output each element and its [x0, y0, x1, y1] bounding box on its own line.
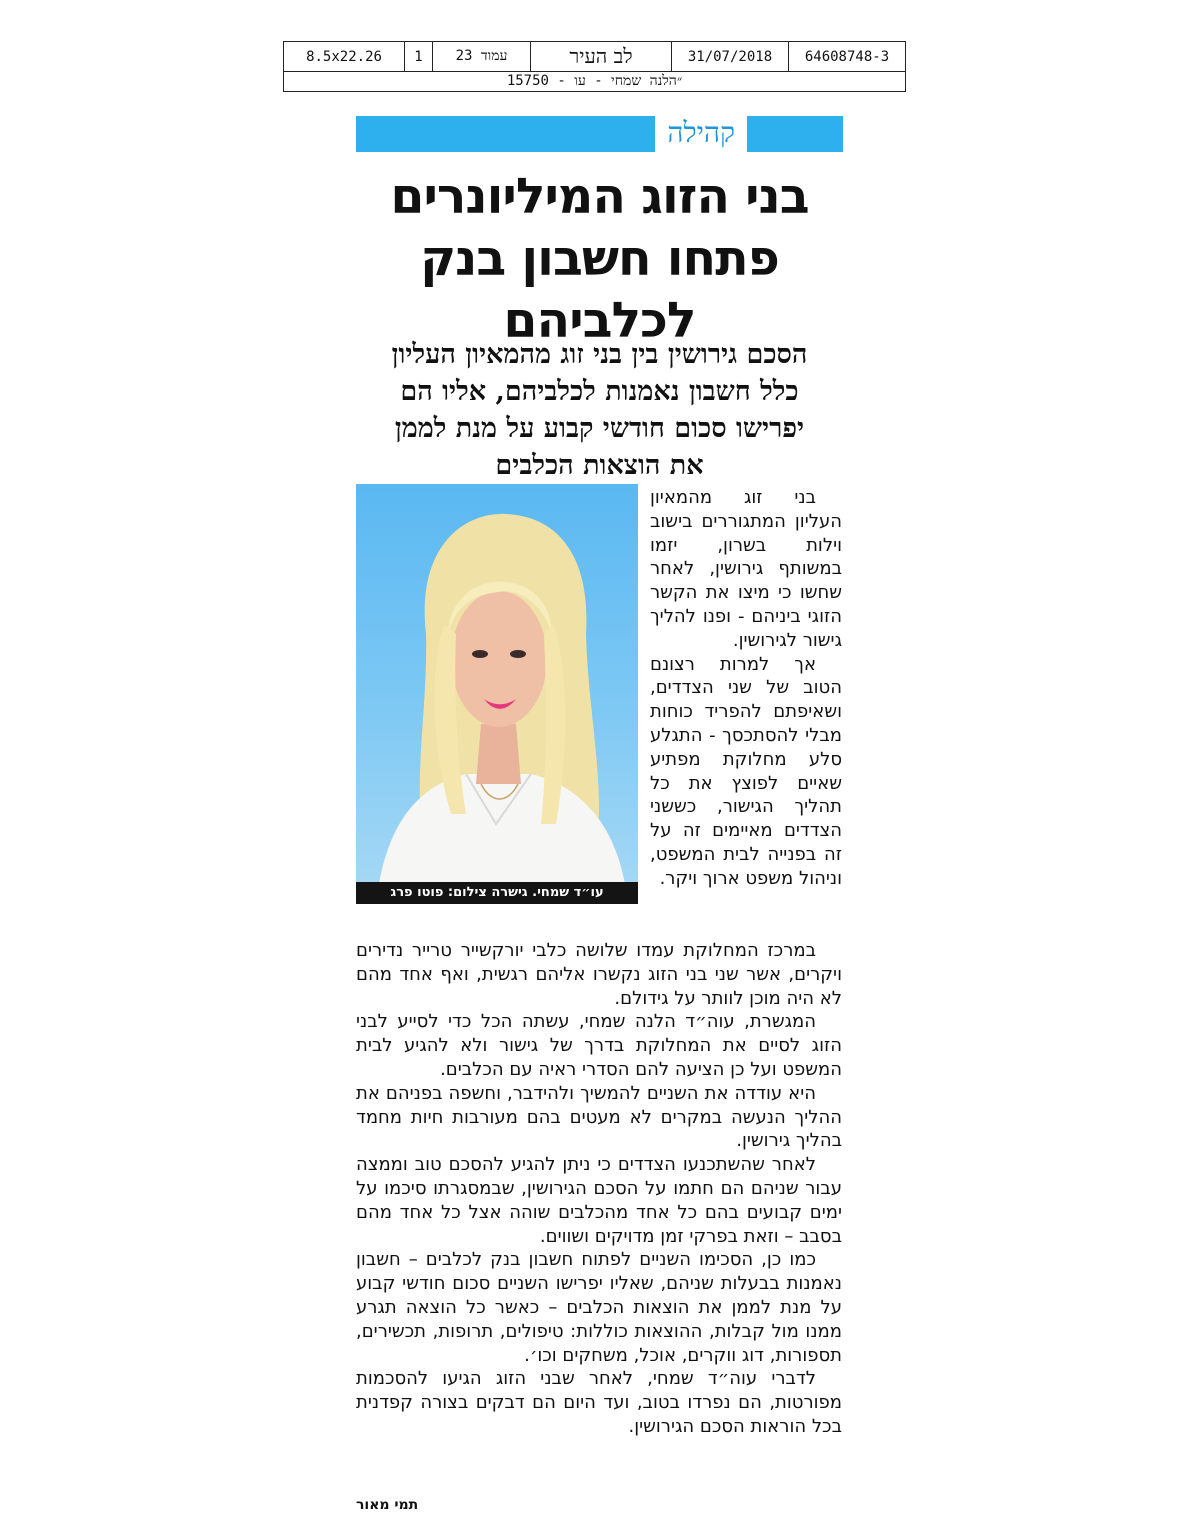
subheading-line: כלל חשבון נאמנות לכלביהם, אליו הם	[400, 376, 799, 407]
subheading-line: את הוצאות הכלבים	[495, 450, 704, 481]
clipping-header	[283, 41, 906, 92]
byline: תמי מאור	[356, 1497, 419, 1513]
clip-client: ״הלנה שמחי - עו - 15750	[506, 73, 683, 89]
headline-line: בני הזוג המיליונרים	[390, 168, 809, 225]
article-body	[356, 939, 842, 1439]
article-paragraph: המגשרת, עוה״ד הלנה שמחי, עשתה הכל כדי לסייע לבני הזוג לסיים את המחלוקת בדרך של גישור ולא להגיע לבית המשפט ועל כן הציעה להם הסדרי ראיה עם הכלבים.	[356, 1011, 842, 1080]
portrait-photo	[356, 484, 638, 904]
article-paragraph: בני זוג מהמאיון העליון המתגוררים בישוב וילות בשרון, יזמו במשותף גירושין, לאחר שחשו כי מיצו את הקשר הזוגי ביניהם - ופנו להליך גישור לגירושין.	[650, 487, 842, 651]
headline-line: לכלביהם	[503, 292, 696, 349]
subheading-line: יפרישו סכום חודשי קבוע על מנת לממן	[394, 413, 805, 444]
clip-id: 64608748-3	[804, 48, 890, 65]
article-paragraph: אך למרות רצונם הטוב של שני הצדדים, ושאיפתם להפריד כוחות מבלי להסתכסך - התגלע סלע מחלוקת מפתיע שאיים לפוצץ את כל תהליך הגישור, כששני הצדדים מאיימים זה על זה בפנייה לבית המשפט, וניהול משפט ארוך ויקר.	[650, 653, 842, 889]
article-column	[650, 486, 842, 891]
clip-date: 31/07/2018	[672, 42, 789, 71]
headline	[356, 166, 843, 352]
article-paragraph: לאחר שהשתכנעו הצדדים כי ניתן להגיע להסכם טוב וממצה עבור שניהם הם חתמו על הסכם הגירושין, שבמסגרתו סיכמו על ימים קבועים בהם כל אחד מהכלבים שוהה אצל כל אחד מהם בסבב – וזאת בפרקי זמן מדויקים ושווים.	[356, 1154, 842, 1247]
clip-page: עמוד 23	[433, 42, 531, 71]
article-paragraph: לדברי עוה״ד שמחי, לאחר שבני הזוג הגיעו להסכמות מפורטות, הם נפרדו בטוב, ועד היום הם דבקים בצורה קפדנית בכל הוראות הסכם הגירושין.	[356, 1368, 842, 1437]
subheading	[356, 336, 843, 484]
subheading-line: הסכם גירושין בין בני זוג מהמאיון העליון	[391, 339, 808, 370]
clip-column: 1	[405, 42, 433, 71]
article-paragraph: היא עודדה את השניים להמשיך ולהידבר, וחשפה בפניהם את ההליך הנעשה במקרים לא מעטים בהם מעורבות חיות מחמד בהליך גירושין.	[356, 1082, 842, 1152]
headline-line: פתחו חשבון בנק	[420, 230, 779, 287]
clip-size: 8.5x22.26	[284, 42, 405, 71]
clipping-header-row	[284, 42, 905, 72]
section-tag: קהילה	[655, 116, 747, 152]
article-paragraph: במרכז המחלוקת עמדו שלושה כלבי יורקשייר טרייר נדירים ויקרים, אשר שני בני הזוג נקשרו אליהם רגשית, ואף אחד מהם לא היה מוכן לוותר על גידולם.	[356, 940, 842, 1009]
portrait-illustration	[356, 484, 638, 904]
article-paragraph: כמו כן, הסכימו השניים לפתוח חשבון בנק לכלבים – חשבון נאמנות בבעלות שניהם, שאליו יפרישו השניים סכום חודשי קבוע על מנת לממן את הוצאות הכלבים – כאשר כל הוצאה תגרע ממנו מול קבלות, ההוצאות כוללות: טיפולים, תרופות, תכשירים, תספורות, דוג ווקרים, אוכל, משחקים וכו׳.	[356, 1249, 842, 1366]
photo-caption: עו״ד שמחי. גישרה צילום: פוטו פרג	[356, 882, 638, 904]
section-band	[356, 116, 843, 152]
clip-paper-name: לב העיר	[531, 42, 672, 71]
